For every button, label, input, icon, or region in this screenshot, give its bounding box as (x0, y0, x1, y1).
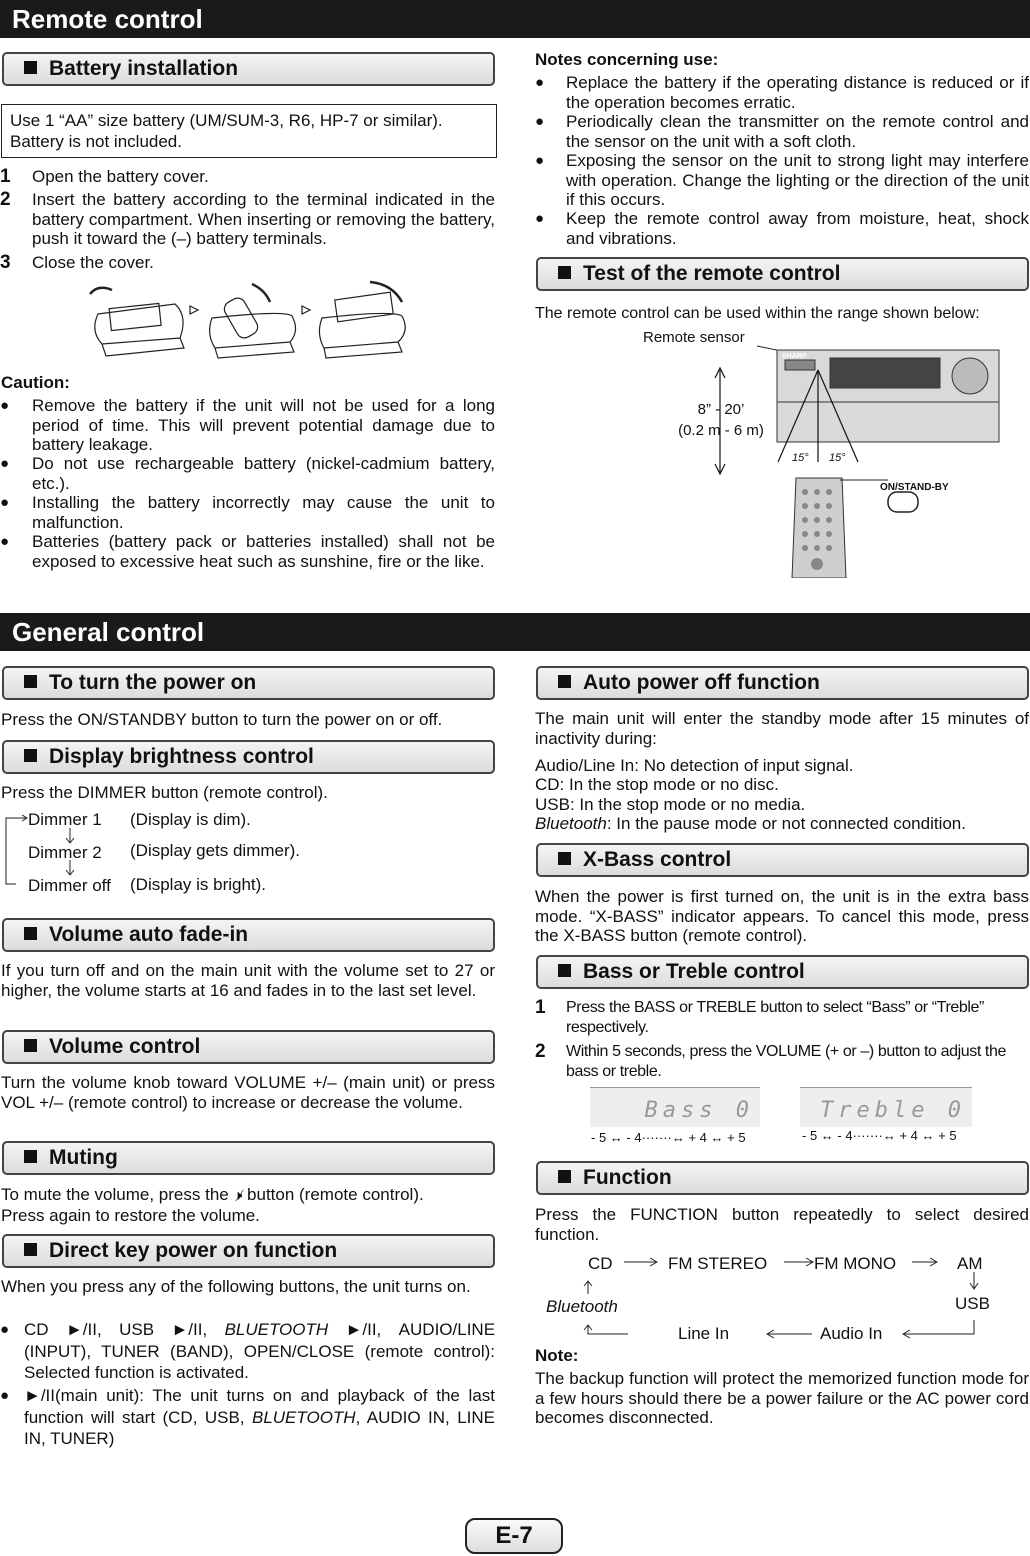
heading-auto-power-off: Auto power off function (536, 666, 1029, 700)
caution-heading: Caution: (1, 373, 70, 392)
lcd-treble: Treble 0 (800, 1087, 972, 1127)
auto-off-line: Bluetooth: In the pause mode or not connected condition. (535, 814, 966, 833)
test-text: The remote control can be used within the range shown below: (535, 305, 980, 322)
angle-left: 15° (792, 452, 809, 464)
note-item: ● Replace the battery if the operating distance is reduced or if the operation becomes erratic. (535, 73, 1029, 112)
caution-item: ● Remove the battery if the unit will not be used for a long period of time. This will prevent potential damage due to battery leakage. (0, 396, 495, 454)
brand-logo: SHARP (782, 353, 807, 360)
angle-right: 15° (829, 452, 846, 464)
heading-xbass: X-Bass control (536, 843, 1029, 877)
power-text: Press the ON/STANDBY button to turn the power on or off. (1, 710, 443, 729)
on-standby-label: ON/STAND-BY (880, 482, 949, 493)
bass-step-1: 1 Press the BASS or TREBLE button to select “Bass” or “Treble” respectively. (535, 997, 984, 1036)
xbass-text: When the power is first turned on, the unit is in the extra bass mode. “X-BASS” indicator appears. To cancel this mode, press the X-BASS button (remote control). (535, 887, 1029, 945)
note-item: ● Keep the remote control away from moisture, heat, shock and vibrations. (535, 209, 1029, 248)
range-distance: 8” - 20’ (697, 401, 745, 418)
heading-muting: Muting (2, 1141, 495, 1175)
function-note: The backup function will protect the memorized function mode for a few hours should there be a power failure or the AC power cord becomes disconnected. (535, 1369, 1029, 1427)
dimmer-desc: (Display is bright). (130, 875, 267, 894)
volume-text: Turn the volume knob toward VOLUME +/– (main unit) or press VOL +/– (remote control) to increase or decrease the volume. (1, 1073, 495, 1112)
function-am: AM (957, 1254, 983, 1273)
range-distance-metric: (0.2 m - 6 m) (678, 422, 764, 439)
battery-step-3: 3 Close the cover. (0, 252, 154, 273)
heading-display-brightness: Display brightness control (2, 740, 495, 774)
caution-item: ● Installing the battery incorrectly may cause the unit to malfunction. (0, 493, 495, 532)
note-item: ● Periodically clean the transmitter on the remote control and the sensor on the unit with a soft cloth. (535, 112, 1029, 151)
dimmer-desc: (Display gets dimmer). (130, 841, 301, 860)
battery-note-box (1, 104, 497, 158)
heading-battery-installation: Battery installation (2, 52, 495, 86)
notes-heading: Notes concerning use: (535, 50, 719, 69)
auto-off-text: The main unit will enter the standby mode after 15 minutes of inactivity during: (535, 709, 1029, 748)
dimmer-level: Dimmer 1 (28, 810, 102, 829)
function-cd: CD (588, 1254, 613, 1273)
mute-icon: 🕨̸ (233, 1187, 243, 1203)
section-title-general: General control (0, 613, 1030, 651)
function-usb: USB (955, 1294, 990, 1313)
heading-bass-treble: Bass or Treble control (536, 955, 1029, 989)
direct-text: When you press any of the following buttons, the unit turns on. (1, 1277, 471, 1296)
brightness-text: Press the DIMMER button (remote control). (1, 783, 328, 802)
dimmer-desc: (Display is dim). (130, 810, 251, 829)
fade-text: If you turn off and on the main unit with the volume set to 27 or higher, the volume starts at 16 and fades in to the last set level. (1, 961, 495, 1000)
dimmer-level: Dimmer off (28, 876, 111, 895)
bass-range: - 5 ↔ - 4·······↔ + 4 ↔ + 5 (591, 1130, 746, 1145)
heading-power-on: To turn the power on (2, 666, 495, 700)
caution-item: ● Batteries (battery pack or batteries installed) shall not be exposed to excessive heat such as sunshine, fire or the like. (0, 532, 495, 571)
remote-sensor-label: Remote sensor (643, 329, 745, 346)
lcd-bass: Bass 0 (590, 1087, 760, 1127)
bass-step-2: 2 Within 5 seconds, press the VOLUME (+ or –) button to adjust the bass or treble. (535, 1041, 1006, 1080)
heading-function: Function (536, 1161, 1029, 1195)
page-number: E-7 (465, 1518, 563, 1554)
battery-step-2: 2 Insert the battery according to the terminal indicated in the battery compartment. When inserting or removing the battery, push it toward the (–) battery terminals. (0, 189, 495, 248)
function-audio-in: Audio In (820, 1324, 883, 1343)
auto-off-line: USB: In the stop mode or no media. (535, 795, 806, 814)
function-line-in: Line In (678, 1324, 730, 1343)
auto-off-line: CD: In the stop mode or no disc. (535, 775, 779, 794)
direct-item: ● ►/II(main unit): The unit turns on and playback of the last function will start (CD, USB, BLUETOOTH, AUDIO IN, LINE IN, TUNER) (0, 1386, 495, 1448)
dimmer-level: Dimmer 2 (28, 843, 102, 862)
section-title-remote: Remote control (0, 0, 1030, 38)
function-bluetooth: Bluetooth (546, 1297, 618, 1316)
play-pause-icon: ►/II (24, 1386, 55, 1405)
function-fm-stereo: FM STEREO (668, 1254, 768, 1273)
battery-note-line: Battery is not included. (10, 132, 182, 151)
function-note-heading: Note: (535, 1346, 579, 1365)
play-pause-icon: ►/II (345, 1320, 377, 1339)
direct-item: ● CD ►/II, USB ►/II, BLUETOOTH ►/II, AUDIO/LINE (INPUT), TUNER (BAND), OPEN/CLOSE (remote control): Selected function is activated. (0, 1320, 496, 1382)
caution-item: ● Do not use rechargeable battery (nickel-cadmium battery, etc.). (0, 454, 495, 493)
function-fm-mono: FM MONO (814, 1254, 897, 1273)
battery-note-line: Use 1 “AA” size battery (UM/SUM-3, R6, HP-7 or similar). (10, 111, 443, 130)
muting-text: To mute the volume, press the 🕨̸ button (remote control). Press again to restore the volume. (1, 1185, 424, 1225)
treble-range: - 5 ↔ - 4·······↔ + 4 ↔ + 5 (802, 1128, 957, 1143)
heading-direct-key: Direct key power on function (2, 1234, 495, 1268)
auto-off-line: Audio/Line In: No detection of input signal. (535, 756, 854, 775)
play-pause-icon: ►/II (65, 1320, 97, 1339)
heading-test-remote: Test of the remote control (536, 257, 1029, 291)
battery-step-1: 1 Open the battery cover. (0, 166, 209, 187)
note-item: ● Exposing the sensor on the unit to strong light may interfere with operation. Change the lighting or the direction of the unit if this occurs. (535, 151, 1029, 209)
function-text: Press the FUNCTION button repeatedly to select desired function. (535, 1205, 1029, 1244)
heading-volume-control: Volume control (2, 1030, 495, 1064)
play-pause-icon: ►/II (171, 1320, 203, 1339)
battery-illustration (80, 276, 420, 368)
heading-volume-fade: Volume auto fade-in (2, 918, 495, 952)
